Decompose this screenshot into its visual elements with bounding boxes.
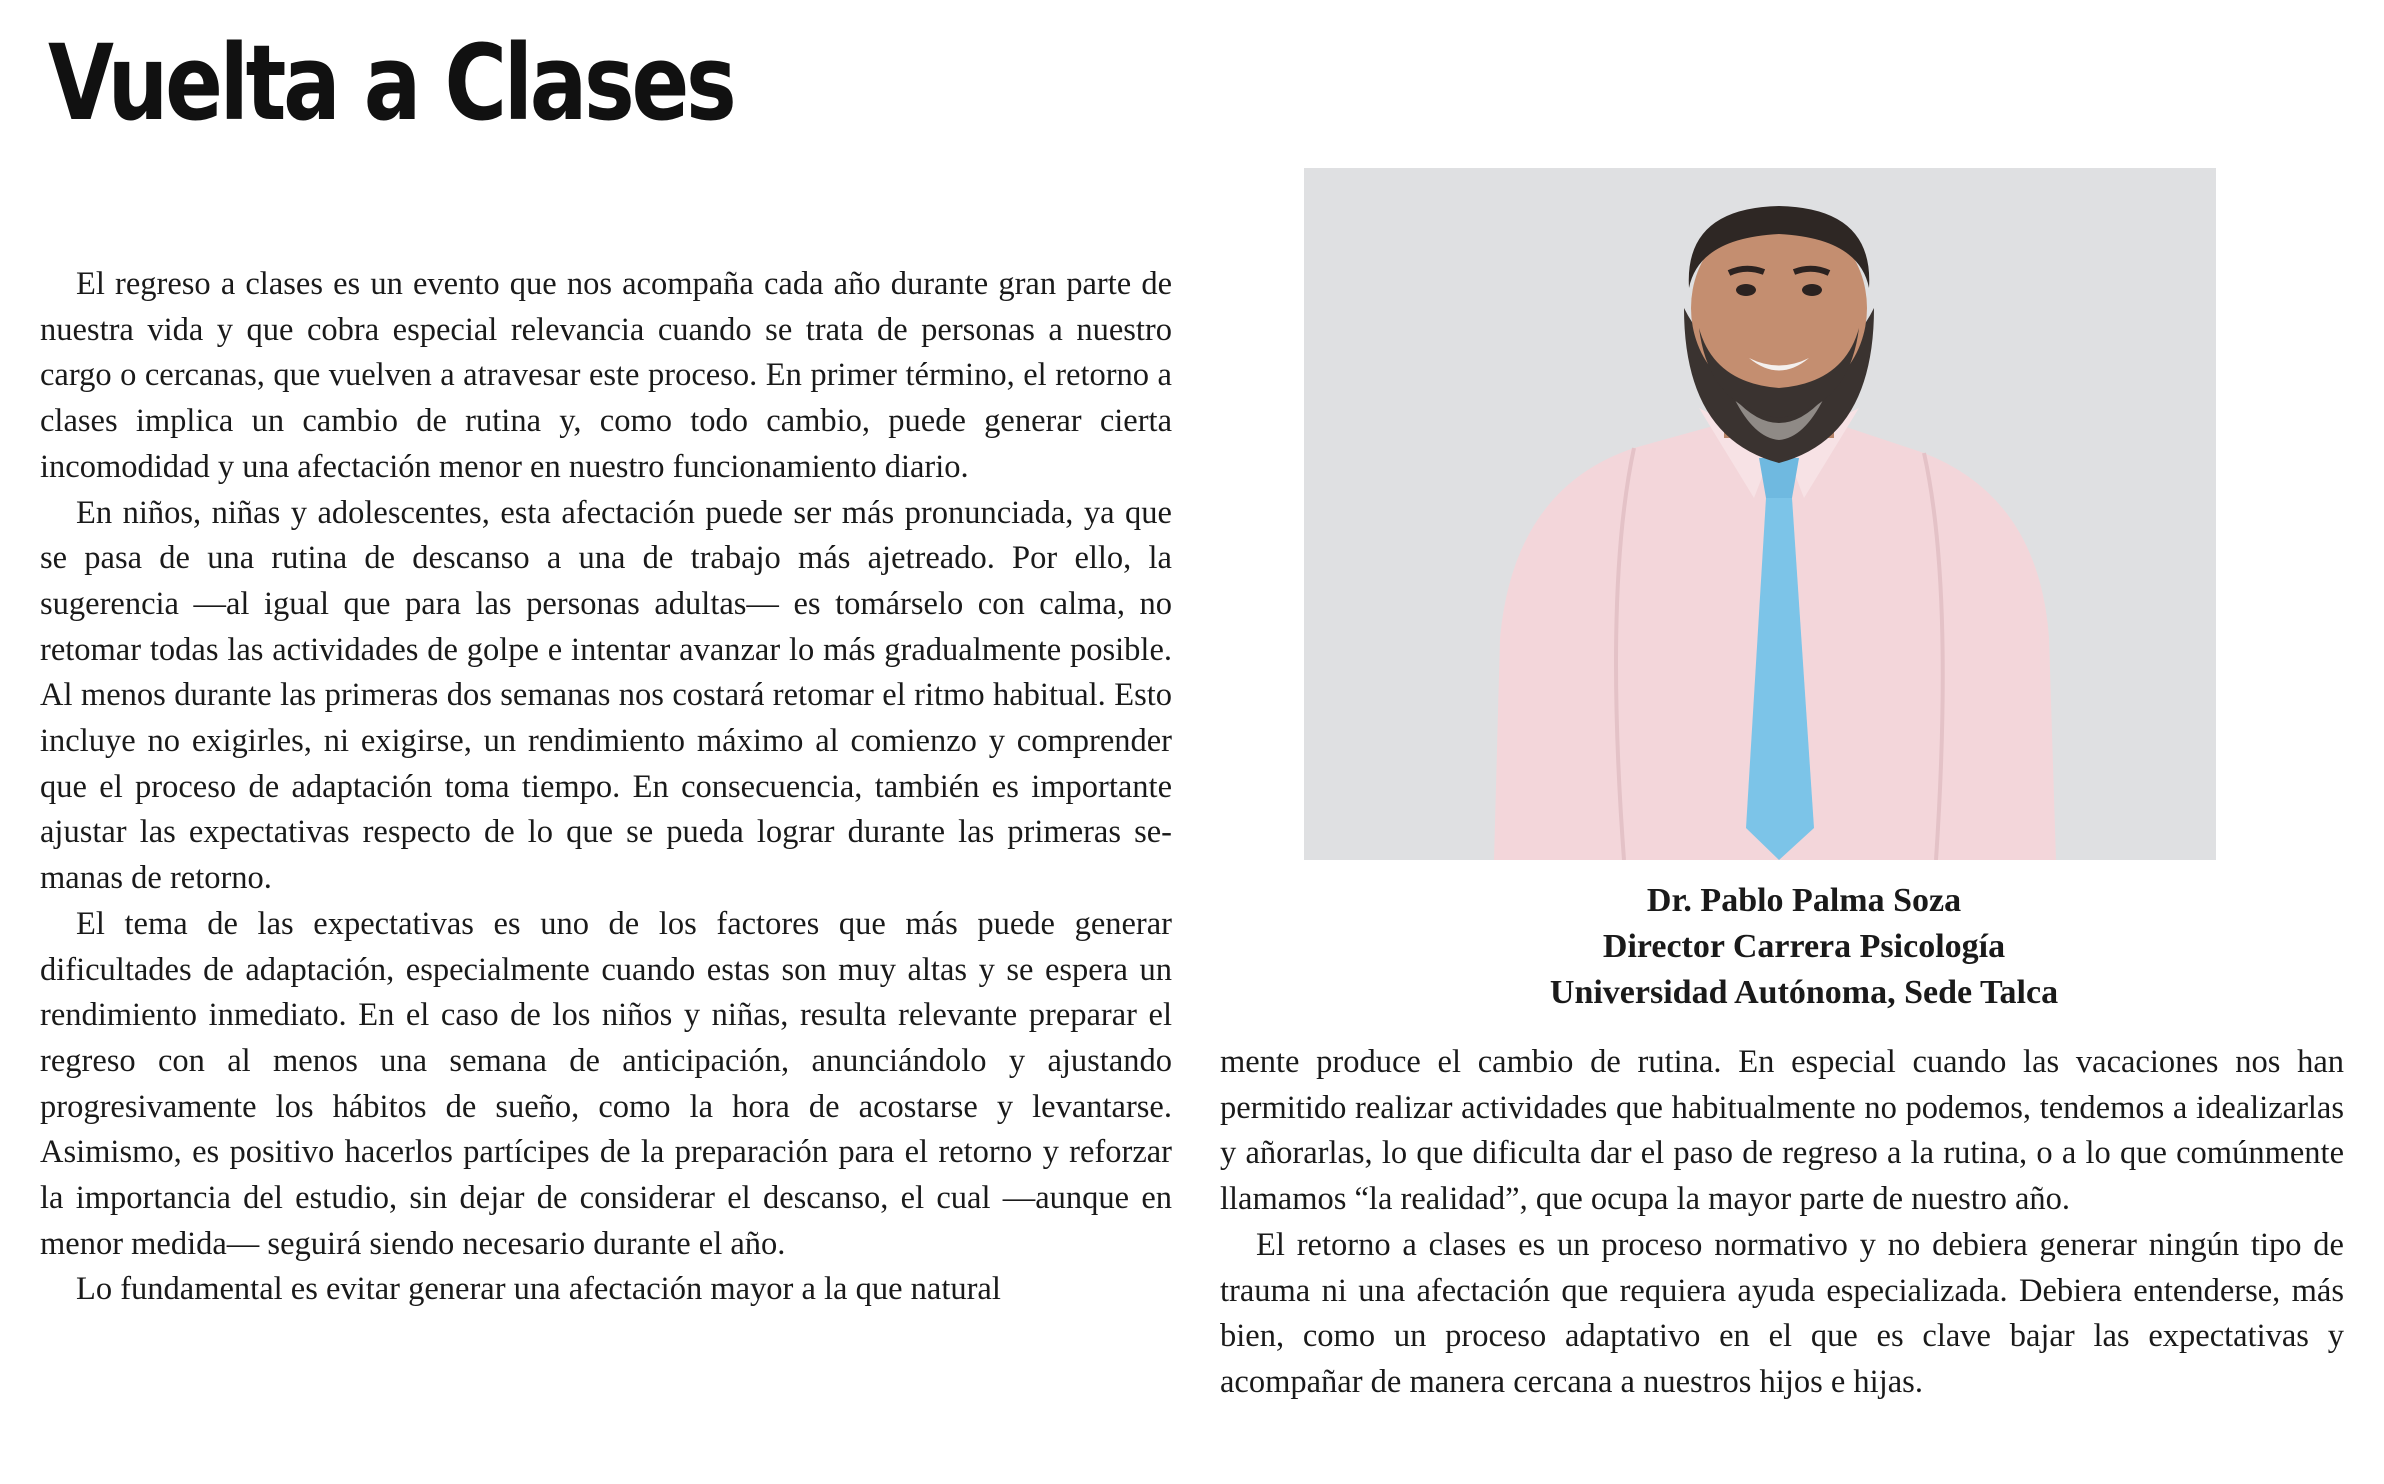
paragraph: El tema de las expectativas es uno de los factores que más puede generar dificultades de adaptación, especialmente cuando estas son muy altas y se espera un rendimiento inmediato. En el caso de los niños y niñas, resulta relevante preparar el regreso con al menos una semana de anticipación, anunciándolo y ajustando progresivamente los hábitos de sueño, como la hora de acostarse y levantarse. Asimismo, es positivo hacerlos partícipes de la preparación para el retorno y reforzar la importancia del estudio, sin dejar de considerar el descanso, el cual —aunque en menor medida— seguirá siendo necesario durante el año. bbox=[40, 905, 1172, 1262]
photo-caption bbox=[1304, 878, 2304, 1016]
author-photo bbox=[1304, 168, 2216, 860]
paragraph: El retorno a clases es un proceso normativo y no debiera generar ningún tipo de trauma ni una afectación que requiera ayuda especializada. Debiera entenderse, más bien, como un proceso adaptativo en el que es clave bajar las expectativas y acompañar de manera cercana a nuestros hijos e hijas. bbox=[1220, 1226, 2344, 1400]
author-portrait-illustration bbox=[1304, 168, 2216, 860]
caption-name: Dr. Pablo Palma Soza bbox=[1646, 882, 1962, 919]
article-title: Vuelta a Clases bbox=[48, 22, 734, 144]
caption-institution: Universidad Autónoma, Sede Talca bbox=[1549, 974, 2059, 1011]
caption-role: Director Carrera Psicología bbox=[1602, 928, 2006, 965]
article-column-left bbox=[40, 262, 1172, 1313]
article-column-right bbox=[1220, 1040, 2344, 1406]
paragraph: mente produce el cambio de rutina. En especial cuando las vacaciones nos han permitido realizar actividades que habitualmente no podemos, tendemos a idealizarlas y añorarlas, lo que dificulta dar el paso de regreso a la rutina, o a lo que comúnmente llamamos “la realidad”, que ocupa la mayor parte de nuestro año. bbox=[1220, 1044, 2344, 1218]
paragraph: El regreso a clases es un evento que nos acompaña cada año durante gran parte de nuestra vida y que cobra especial relevancia cuando se trata de personas a nuestro cargo o cercanas, que vuelven a atravesar este proceso. En primer término, el retorno a clases implica un cambio de rutina y, como todo cambio, puede generar cierta incomodidad y una afectación menor en nuestro funcionamiento diario. bbox=[40, 266, 1172, 485]
paragraph: En niños, niñas y adolescentes, esta afectación puede ser más pronunciada, ya que se pasa de una rutina de descanso a una de trabajo más ajetreado. Por ello, la sugerencia —al igual que para las personas adultas— es tomárselo con calma, no retomar todas las actividades de golpe e intentar avanzar lo más gradualmente posible. Al menos durante las primeras dos semanas nos costará retomar el ritmo habitual. Esto incluye no exigirles, ni exigirse, un rendimiento máximo al comienzo y comprender que el proceso de adaptación toma tiempo. En consecuencia, también es importante ajustar las expectativas respecto de lo que se pueda lograr durante las primeras semanas de retorno. bbox=[40, 494, 1172, 897]
paragraph: Lo fundamental es evitar generar una afectación mayor a la que natural bbox=[76, 1271, 1001, 1308]
